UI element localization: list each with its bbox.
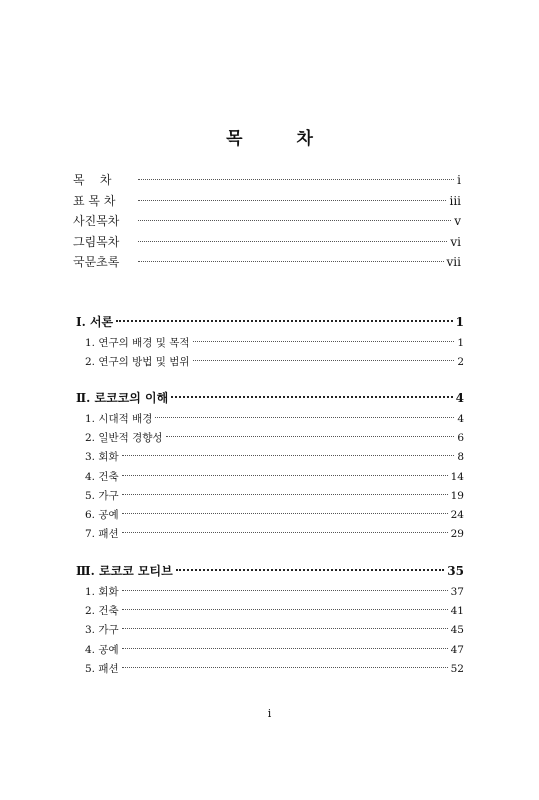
- toc-entry-page: 6: [457, 432, 464, 445]
- toc-section: [85, 429, 464, 447]
- toc-entry-page: 47: [450, 643, 464, 656]
- toc-section: [85, 353, 464, 371]
- dot-leader: [122, 532, 448, 533]
- toc-entry-label: Ⅰ. 서론: [76, 315, 114, 329]
- toc-entry-label: 4. 공예: [85, 643, 119, 656]
- dot-leader: [122, 494, 448, 495]
- toc-section: [85, 448, 464, 466]
- toc-entry-label: 1. 연구의 배경 및 목적: [85, 337, 190, 349]
- toc-entry-page: 1: [455, 315, 464, 329]
- dot-leader: [138, 179, 454, 180]
- toc-entry-page: 35: [447, 564, 464, 578]
- toc-entry-label: 국문초록: [73, 255, 120, 269]
- dot-leader: [176, 569, 445, 571]
- dot-leader: [122, 475, 448, 476]
- toc-entry-label: 5. 패션: [85, 662, 119, 675]
- dot-leader: [166, 436, 455, 437]
- toc-entry-label: 목 차: [73, 173, 112, 187]
- dot-leader: [138, 261, 444, 262]
- toc-section: [85, 468, 464, 486]
- toc-entry-page: 8: [457, 451, 464, 464]
- toc-entry-page: 29: [450, 528, 464, 541]
- toc-entry-page: v: [454, 214, 461, 228]
- toc-section: [85, 506, 464, 524]
- toc-chapter: [76, 562, 464, 580]
- toc-entry-page: 19: [450, 489, 464, 502]
- toc-section: [85, 583, 464, 601]
- toc-entry-label: 2. 연구의 방법 및 범위: [85, 356, 190, 369]
- toc-front-entry: [73, 253, 461, 271]
- toc-section: [85, 641, 464, 659]
- dot-leader: [122, 667, 448, 668]
- toc-entry-page: 4: [457, 413, 464, 425]
- toc-section: [85, 410, 464, 428]
- dot-leader: [122, 609, 448, 610]
- toc-entry-label: 7. 패션: [85, 528, 119, 541]
- page-title: 목 차: [226, 129, 337, 149]
- dot-leader: [122, 590, 448, 591]
- toc-entry-page: 14: [450, 470, 464, 483]
- toc-entry-label: 표 목 차: [73, 193, 116, 208]
- toc-entry-page: 45: [450, 624, 464, 637]
- toc-entry-label: 6. 공예: [85, 509, 119, 521]
- toc-entry-label: 5. 가구: [85, 489, 119, 502]
- toc-entry-label: 2. 일반적 경향성: [85, 432, 163, 445]
- toc-section: [85, 487, 464, 505]
- toc-front-entry: [73, 192, 461, 210]
- toc-entry-label: Ⅲ. 로코코 모티브: [76, 564, 173, 578]
- toc-entry-label: 4. 건축: [85, 470, 119, 483]
- toc-entry-page: vi: [450, 234, 461, 249]
- toc-section: [85, 660, 464, 678]
- dot-leader: [122, 628, 448, 629]
- toc-entry-label: Ⅱ. 로코코의 이해: [76, 391, 169, 405]
- toc-entry-label: 사진목차: [73, 214, 120, 228]
- toc-entry-label: 1. 회화: [85, 586, 119, 598]
- dot-leader: [138, 220, 451, 221]
- dot-leader: [122, 513, 448, 514]
- dot-leader: [122, 648, 448, 649]
- toc-entry-page: vii: [446, 255, 461, 269]
- dot-leader: [155, 417, 454, 418]
- dot-leader: [171, 396, 452, 398]
- toc-entry-label: 3. 가구: [85, 624, 119, 637]
- toc-front-entry: [73, 171, 461, 189]
- toc-entry-label: 1. 시대적 배경: [85, 413, 153, 425]
- toc-entry-page: 2: [457, 356, 464, 369]
- toc-chapter: [76, 313, 464, 331]
- toc-entry-page: 37: [450, 586, 464, 598]
- toc-section: [85, 621, 464, 639]
- toc-entry-page: i: [457, 173, 461, 187]
- page-number: i: [267, 707, 272, 720]
- toc-section: [85, 602, 464, 620]
- dot-leader: [193, 341, 455, 342]
- toc-section: [85, 525, 464, 543]
- toc-entry-page: 24: [450, 509, 464, 521]
- toc-entry-page: 41: [450, 605, 464, 618]
- dot-leader: [193, 360, 455, 361]
- dot-leader: [122, 455, 455, 456]
- dot-leader: [138, 200, 446, 201]
- dot-leader: [116, 320, 452, 322]
- toc-entry-label: 2. 건축: [85, 605, 119, 618]
- toc-entry-label: 그림목차: [73, 234, 120, 249]
- dot-leader: [138, 241, 447, 242]
- toc-entry-label: 3. 회화: [85, 451, 119, 464]
- toc-entry-page: 52: [450, 662, 464, 675]
- toc-entry-page: 1: [457, 337, 464, 349]
- toc-entry-page: 4: [455, 391, 464, 405]
- toc-front-entry: [73, 233, 461, 251]
- toc-chapter: [76, 389, 464, 407]
- toc-front-entry: [73, 212, 461, 230]
- toc-entry-page: iii: [449, 193, 461, 208]
- toc-section: [85, 334, 464, 352]
